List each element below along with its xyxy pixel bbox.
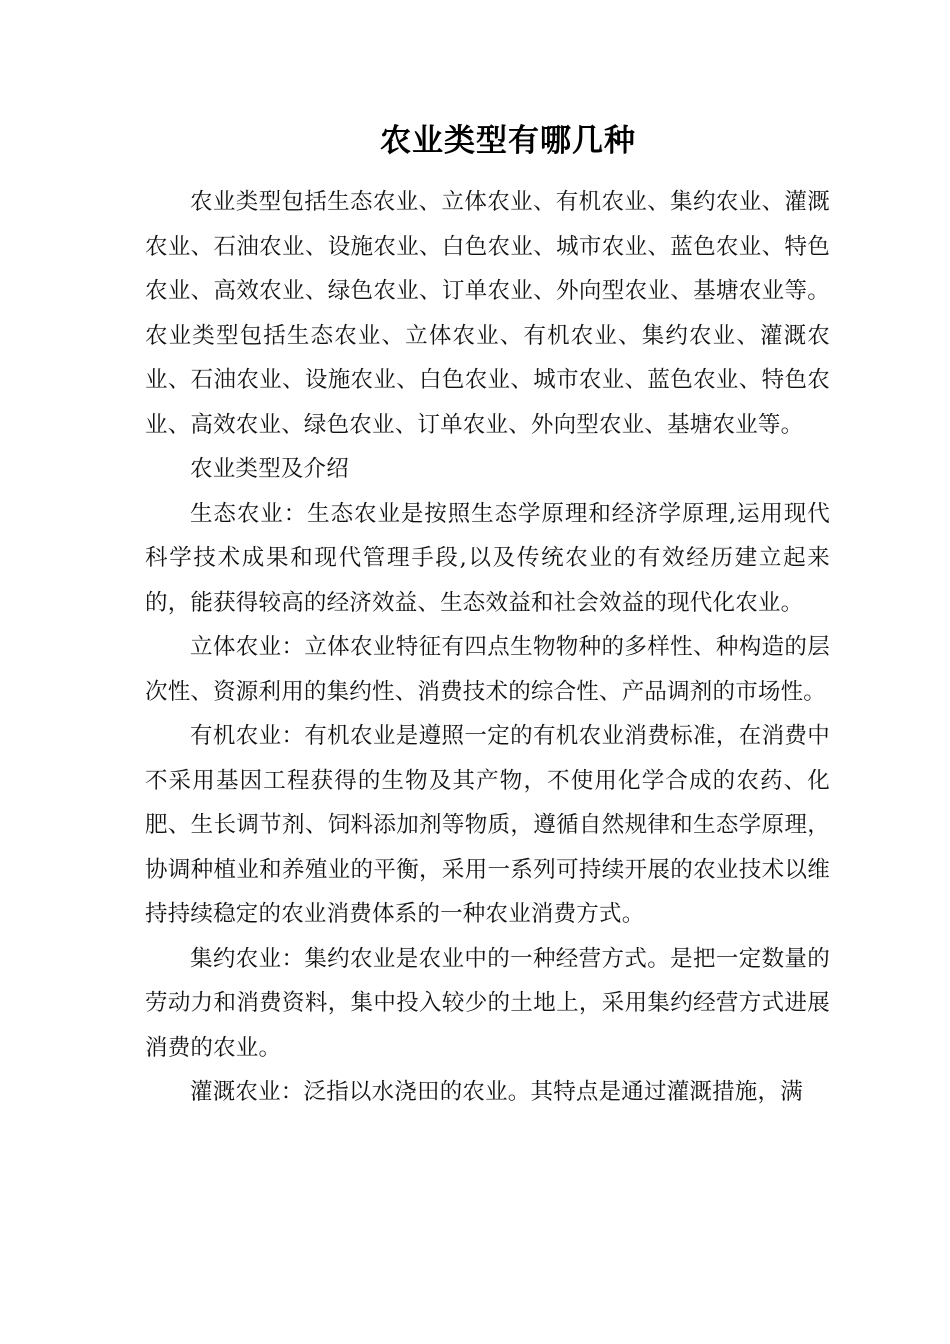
document-title: 农业类型有哪几种	[380, 123, 636, 159]
paragraph-stereoscopic-agriculture: 立体农业：立体农业特征有四点生物物种的多样性、种构造的层次性、资源利用的集约性、消费技术的综合性、产品调剂的市场性。	[145, 634, 830, 705]
document-body	[145, 180, 830, 1115]
paragraph-intensive-agriculture: 集约农业：集约农业是农业中的一种经营方式。是把一定数量的劳动力和消费资料，集中投入较少的土地上，采用集约经营方式进展消费的农业。	[145, 945, 830, 1061]
paragraph-irrigated-agriculture: 灌溉农业：泛指以水浇田的农业。其特点是通过灌溉措施，满	[190, 1079, 803, 1105]
paragraph-ecological-agriculture: 生态农业：生态农业是按照生态学原理和经济学原理,运用现代科学技术成果和现代管理手段,以及传统农业的有效经历建立起来的，能获得较高的经济效益、生态效益和社会效益的现代化农业。	[145, 500, 830, 616]
paragraph-section-heading: 农业类型及介绍	[190, 456, 349, 482]
paragraph-organic-agriculture: 有机农业：有机农业是遵照一定的有机农业消费标准，在消费中不采用基因工程获得的生物及其产物，不使用化学合成的农药、化肥、生长调节剂、饲料添加剂等物质，遵循自然规律和生态学原理，协调种植业和养殖业的平衡，采用一系列可持续开展的农业技术以维持持续稳定的农业消费体系的一种农业消费方式。	[145, 723, 830, 927]
paragraph-intro: 农业类型包括生态农业、立体农业、有机农业、集约农业、灌溉农业、石油农业、设施农业、白色农业、城市农业、蓝色农业、特色农业、高效农业、绿色农业、订单农业、外向型农业、基塘农业等。农业类型包括生态农业、立体农业、有机农业、集约农业、灌溉农业、石油农业、设施农业、白色农业、城市农业、蓝色农业、特色农业、高效农业、绿色农业、订单农业、外向型农业、基塘农业等。	[145, 189, 830, 438]
